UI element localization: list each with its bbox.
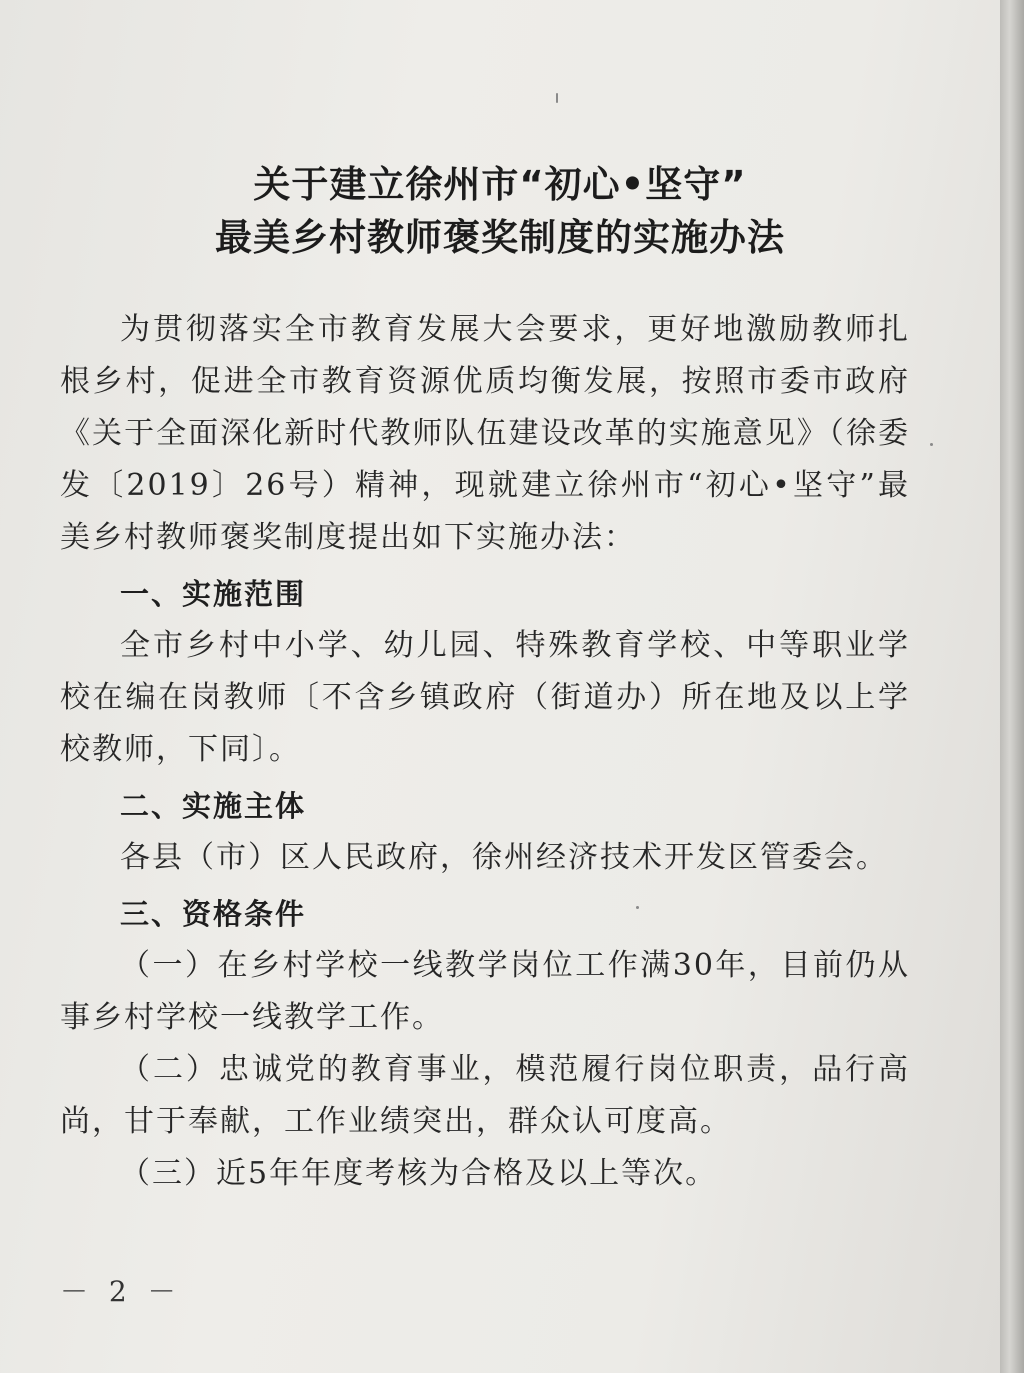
section-heading-scope: 一、实施范围 (120, 577, 307, 611)
qualification-item-1: （一）在乡村学校一线教学岗位工作满30年，目前仍从事乡村学校一线教学工作。 (60, 948, 910, 1035)
section-subject-text: 各县（市）区人民政府，徐州经济技术开发区管委会。 (120, 840, 888, 875)
qualification-item-3: （三）近5年年度考核为合格及以上等次。 (120, 1156, 718, 1191)
section-heading-subject: 二、实施主体 (120, 789, 307, 823)
intro-paragraph: 为贯彻落实全市教育发展大会要求，更好地激励教师扎根乡村，促进全市教育资源优质均衡发展，按照市委市政府《关于全面深化新时代教师队伍建设改革的实施意见》（徐委发〔2019〕26号）精神，现就建立徐州市“初心•坚守”最美乡村教师褒奖制度提出如下实施办法： (60, 312, 910, 555)
document-body (60, 304, 910, 1200)
document-title-line1: 关于建立徐州市“初心•坚守” (253, 163, 747, 206)
section-scope-text: 全市乡村中小学、幼儿园、特殊教育学校、中等职业学校在编在岗教师〔不含乡镇政府（街道办）所在地及以上学校教师，下同〕。 (60, 628, 910, 767)
document-title-line2: 最美乡村教师褒奖制度的实施办法 (215, 216, 785, 259)
section-heading-qualifications: 三、资格条件 (120, 897, 307, 931)
paper-speck (930, 443, 933, 446)
qualification-item-2: （二）忠诚党的教育事业，模范履行岗位职责，品行高尚，甘于奉献，工作业绩突出，群众认可度高。 (60, 1052, 910, 1139)
paper-speck (636, 906, 639, 909)
page-edge-shadow (1000, 0, 1024, 1373)
paper-speck (556, 93, 558, 103)
page-number: － 2 － (60, 1275, 182, 1308)
